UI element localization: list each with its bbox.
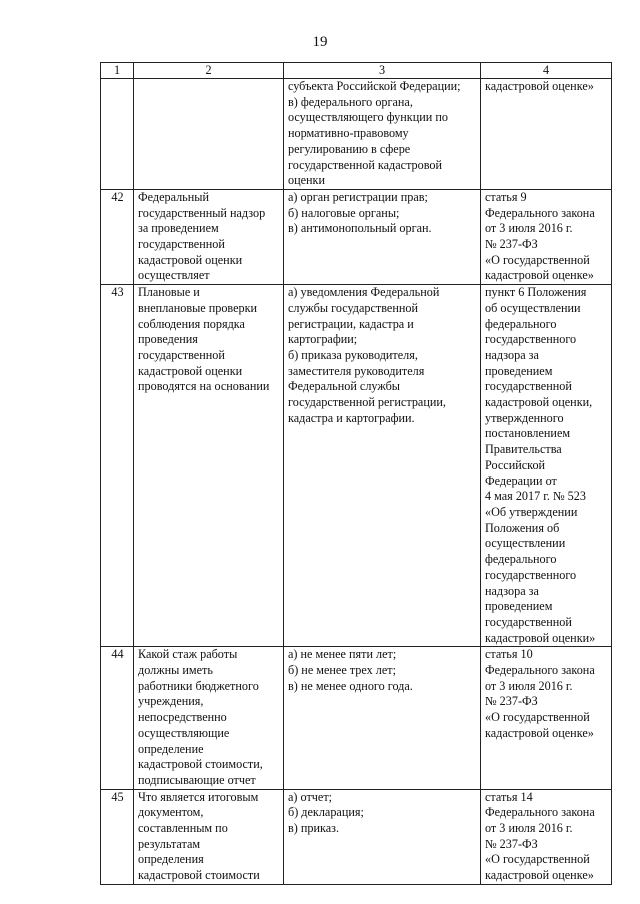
source-line: «О государственной	[485, 852, 590, 867]
question-line: учреждения,	[138, 694, 204, 709]
source-line: от 3 июля 2016 г.	[485, 221, 573, 236]
source-line: кадастровой оценке»	[485, 268, 594, 283]
question-line: Федеральный	[138, 189, 209, 204]
source-line: статья 9	[485, 189, 527, 204]
answer-line: кадастра и картографии.	[288, 410, 415, 425]
source-line: государственной	[485, 379, 572, 394]
question-line: работники бюджетного	[138, 678, 259, 693]
source-line: Федерального закона	[485, 805, 595, 820]
source-line: Федерации от	[485, 473, 557, 488]
source-cell	[481, 189, 612, 284]
question-cell	[134, 789, 284, 884]
answer-line: оценки	[288, 173, 325, 188]
source-line: федерального	[485, 316, 557, 331]
source-line: кадастровой оценке»	[485, 79, 594, 93]
source-line: утвержденного	[485, 410, 564, 425]
source-line: Федерального закона	[485, 205, 595, 220]
question-line: составленным по	[138, 821, 228, 836]
answer-line: нормативно-правовому	[288, 126, 409, 141]
page-number: 19	[312, 34, 328, 50]
question-cell	[134, 79, 284, 190]
answers-cell	[284, 789, 481, 884]
source-line: проведением	[485, 363, 553, 378]
question-line: Что является итоговым	[138, 789, 259, 804]
source-cell	[481, 79, 612, 190]
table-body	[101, 79, 612, 885]
source-line: Российской	[485, 457, 546, 472]
answer-line: службы государственной	[288, 300, 418, 315]
answer-line: субъекта Российской Федерации;	[288, 79, 461, 93]
answer-line: в) приказ.	[288, 821, 340, 836]
answer-line: государственной кадастровой	[288, 157, 443, 172]
header-col-4: 4	[481, 63, 612, 79]
question-line: Какой стаж работы	[138, 647, 238, 662]
source-line: № 237-ФЗ	[485, 694, 538, 709]
question-line: определение	[138, 741, 204, 756]
question-line: кадастровой стоимости,	[138, 757, 263, 772]
table-row	[101, 285, 612, 647]
source-line: № 237-ФЗ	[485, 237, 538, 252]
question-line: за проведением	[138, 221, 219, 236]
answer-line: регулированию в сфере	[288, 141, 411, 156]
source-cell	[481, 285, 612, 647]
source-cell	[481, 789, 612, 884]
question-number: 44	[101, 647, 134, 789]
question-cell	[134, 647, 284, 789]
question-number	[101, 79, 134, 190]
question-line: осуществляет	[138, 268, 210, 283]
header-col-2: 2	[134, 63, 284, 79]
source-line: 4 мая 2017 г. № 523	[485, 489, 586, 504]
source-line: кадастровой оценке»	[485, 725, 594, 740]
source-line: «О государственной	[485, 252, 590, 267]
source-line: статья 10	[485, 647, 533, 662]
question-line: Плановые и	[138, 285, 200, 300]
source-line: постановлением	[485, 426, 571, 441]
answer-line: б) декларация;	[288, 805, 364, 820]
answer-line: государственной регистрации,	[288, 395, 446, 410]
question-number: 42	[101, 189, 134, 284]
source-line: Положения об	[485, 520, 560, 535]
source-line: проведением	[485, 599, 553, 614]
source-line: кадастровой оценки,	[485, 395, 593, 410]
source-line: «Об утверждении	[485, 504, 578, 519]
question-line: результатам	[138, 836, 201, 851]
source-line: Федерального закона	[485, 663, 595, 678]
source-line: от 3 июля 2016 г.	[485, 821, 573, 836]
answer-line: Федеральной службы	[288, 379, 400, 394]
answer-line: а) не менее пяти лет;	[288, 647, 397, 662]
source-line: пункт 6 Положения	[485, 285, 587, 300]
answer-line: б) приказа руководителя,	[288, 347, 418, 362]
source-line: федерального	[485, 552, 557, 567]
source-line: надзора за	[485, 583, 539, 598]
source-line: государственного	[485, 567, 577, 582]
question-line: осуществляющие	[138, 725, 230, 740]
header-row	[101, 63, 612, 79]
table-row	[101, 79, 612, 190]
answer-line: заместителя руководителя	[288, 363, 425, 378]
source-line: об осуществлении	[485, 300, 581, 315]
source-line: кадастровой оценке»	[485, 868, 594, 883]
question-cell	[134, 189, 284, 284]
question-line: соблюдения порядка	[138, 316, 245, 331]
question-line: кадастровой стоимости	[138, 868, 260, 883]
header-col-1: 1	[101, 63, 134, 79]
table-header	[101, 63, 612, 79]
source-line: надзора за	[485, 347, 539, 362]
question-line: проводятся на основании	[138, 379, 270, 394]
table-row	[101, 647, 612, 789]
source-line: государственной	[485, 614, 572, 629]
source-line: Правительства	[485, 442, 562, 457]
question-line: должны иметь	[138, 663, 213, 678]
question-line: определения	[138, 852, 204, 867]
answers-cell	[284, 647, 481, 789]
source-line: кадастровой оценки»	[485, 630, 596, 645]
answer-line: в) федерального органа,	[288, 94, 413, 109]
question-line: проведения	[138, 332, 198, 347]
answer-line: а) уведомления Федеральной	[288, 285, 440, 300]
answers-cell	[284, 189, 481, 284]
question-line: государственной	[138, 347, 225, 362]
source-line: «О государственной	[485, 710, 590, 725]
source-line: осуществлении	[485, 536, 566, 551]
question-line: подписывающие отчет	[138, 772, 256, 787]
source-cell	[481, 647, 612, 789]
source-line: статья 14	[485, 789, 533, 804]
answer-line: регистрации, кадастра и	[288, 316, 414, 331]
table-row	[101, 789, 612, 884]
source-line: от 3 июля 2016 г.	[485, 678, 573, 693]
question-line: кадастровой оценки	[138, 363, 243, 378]
source-line: государственного	[485, 332, 577, 347]
question-line: непосредственно	[138, 710, 227, 725]
questions-table	[100, 62, 612, 885]
question-line: государственный надзор	[138, 205, 266, 220]
answer-line: картографии;	[288, 332, 358, 347]
table-row	[101, 189, 612, 284]
answer-line: а) отчет;	[288, 789, 333, 804]
question-line: кадастровой оценки	[138, 252, 243, 267]
answer-line: в) не менее одного года.	[288, 678, 413, 693]
answer-line: в) антимонопольный орган.	[288, 221, 432, 236]
question-number: 43	[101, 285, 134, 647]
answers-cell	[284, 285, 481, 647]
answers-cell	[284, 79, 481, 190]
header-col-3: 3	[284, 63, 481, 79]
answer-line: осуществляющего функции по	[288, 110, 448, 125]
question-line: документом,	[138, 805, 204, 820]
question-line: государственной	[138, 237, 225, 252]
source-line: № 237-ФЗ	[485, 836, 538, 851]
answer-line: б) не менее трех лет;	[288, 663, 396, 678]
question-cell	[134, 285, 284, 647]
answer-line: а) орган регистрации прав;	[288, 189, 428, 204]
answer-line: б) налоговые органы;	[288, 205, 400, 220]
question-line: внеплановые проверки	[138, 300, 258, 315]
question-number: 45	[101, 789, 134, 884]
